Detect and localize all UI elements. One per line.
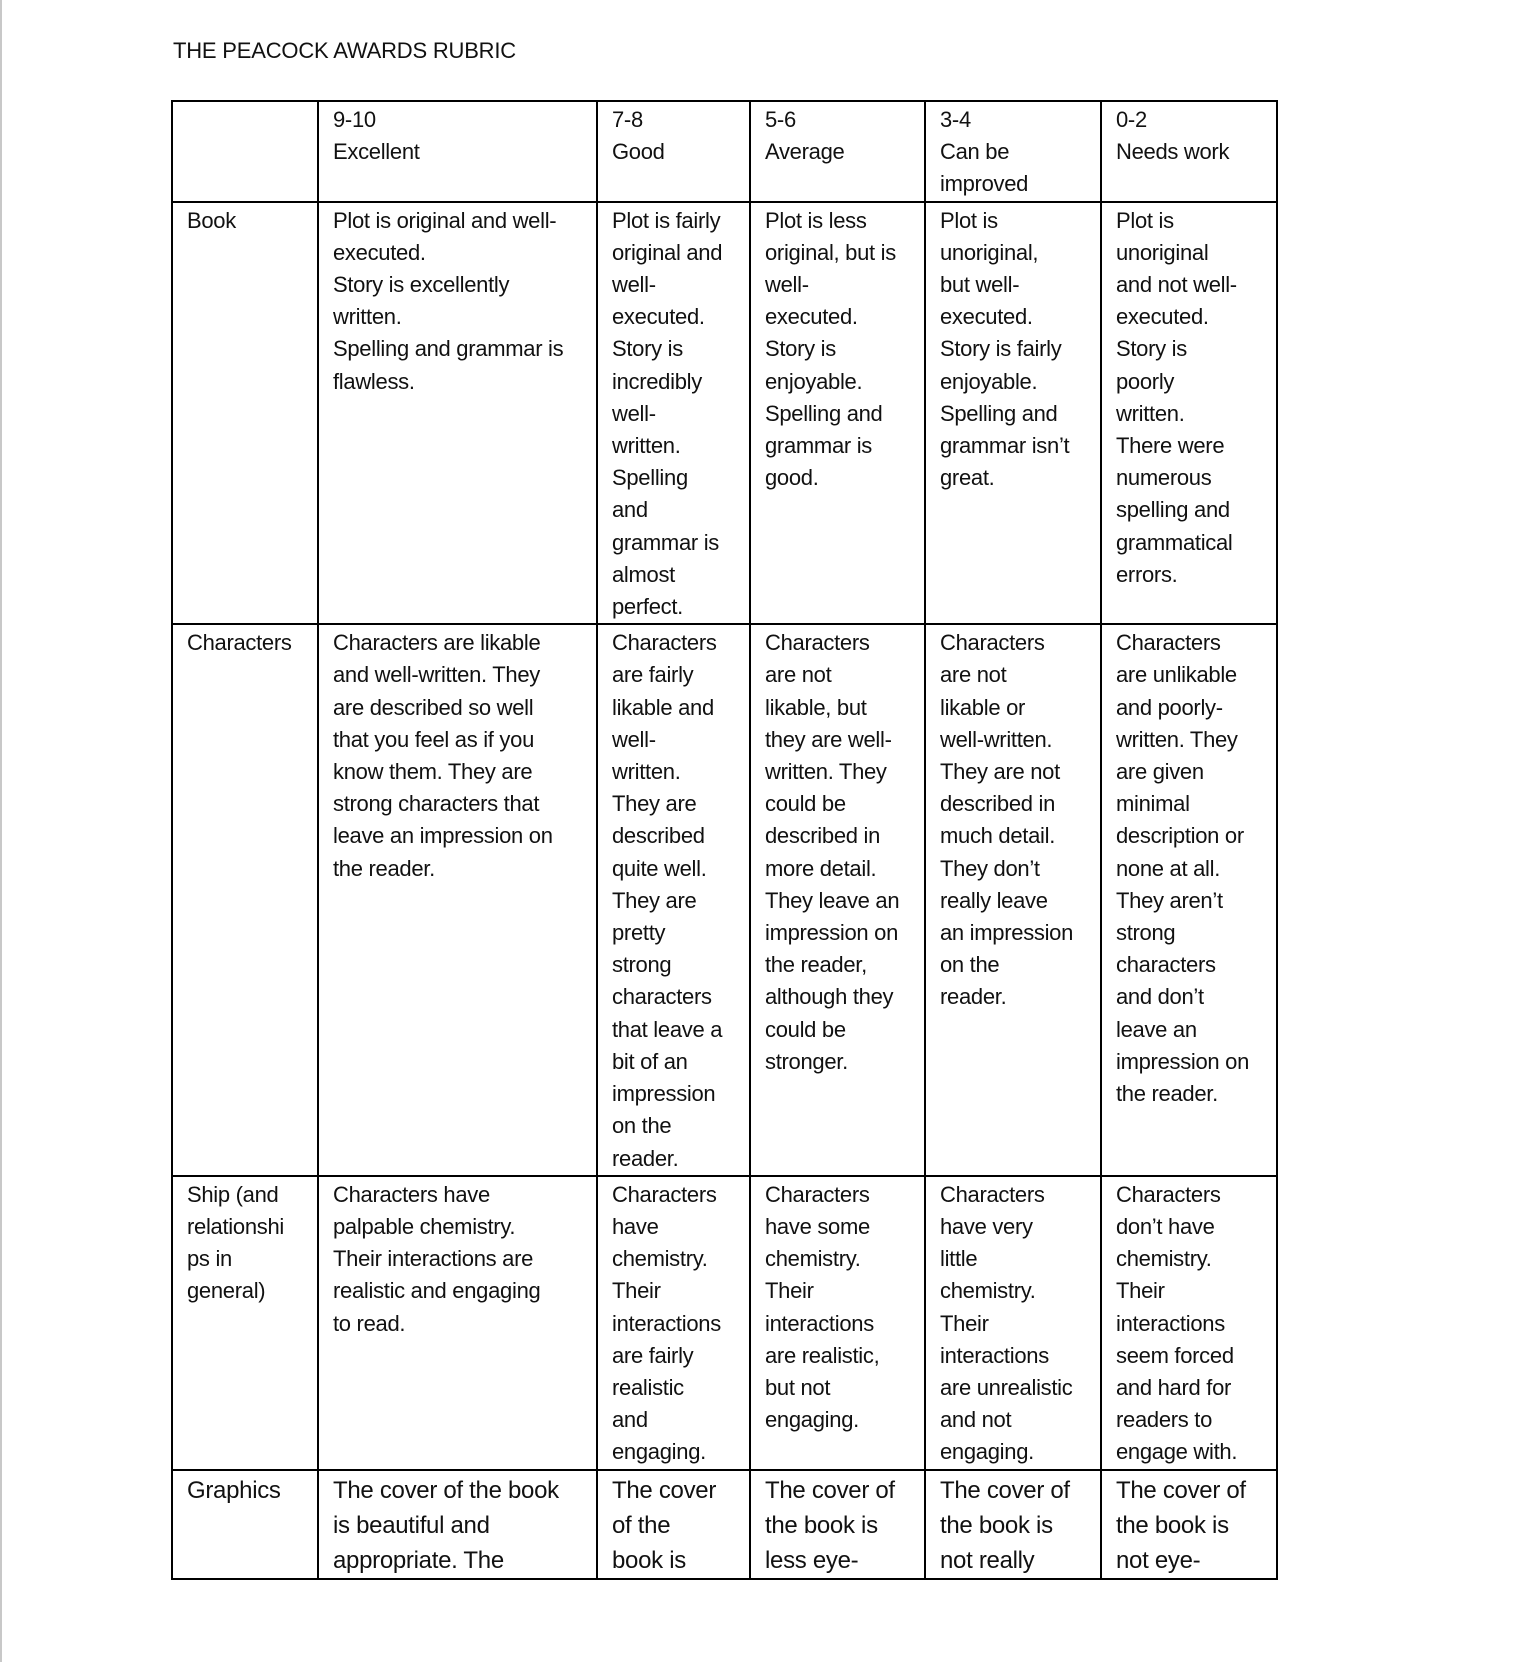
cell-text-line: have <box>612 1213 659 1239</box>
cell-text-line: impression on <box>1116 1048 1250 1074</box>
cell-text-line: well- <box>612 272 656 298</box>
cell-text-line: executed. <box>940 304 1033 330</box>
cell-text-line: Characters <box>612 1181 717 1207</box>
cell-text-line: incredibly <box>612 368 702 394</box>
cell-text-line: reader. <box>940 984 1007 1010</box>
criteria-cell <box>750 1470 925 1579</box>
cell-text-line: They are not <box>940 759 1060 785</box>
cell-text-line: grammatical <box>1116 529 1233 555</box>
cell-text-line: engaging. <box>612 1439 706 1465</box>
cell-text-line: pretty <box>612 920 666 946</box>
cell-text-line: well-written. <box>940 726 1053 752</box>
cell-text-line: chemistry. <box>765 1246 861 1272</box>
cell-text-line: not eye- <box>1116 1546 1201 1574</box>
header-cell-average <box>750 101 925 202</box>
criteria-cell <box>1101 202 1277 625</box>
cell-text-line: strong characters that <box>333 791 540 817</box>
cell-text-line: interactions <box>612 1310 721 1336</box>
cell-text-line: almost <box>612 561 675 587</box>
cell-text-line: Their <box>612 1278 661 1304</box>
cell-text-line: engaging. <box>765 1407 859 1433</box>
cell-text-line: could be <box>765 1016 846 1042</box>
cell-text-line: Can be <box>940 139 1010 165</box>
category-cell-book <box>172 202 318 625</box>
cell-text-line: The cover of <box>940 1476 1070 1504</box>
cell-text-line: book is <box>612 1546 686 1574</box>
cell-text-line: Characters are likable <box>333 630 541 656</box>
header-cell-needs-work <box>1101 101 1277 202</box>
table-row-ship <box>172 1176 1277 1470</box>
cell-text-line: written. <box>612 759 681 785</box>
cell-text-line: They are <box>612 887 697 913</box>
cell-text-line: great. <box>940 465 995 491</box>
cell-text-line: Needs work <box>1116 139 1230 165</box>
criteria-cell <box>318 624 597 1175</box>
table-row-book <box>172 202 1277 625</box>
cell-text-line: poorly <box>1116 368 1175 394</box>
cell-text-line: original and <box>612 239 723 265</box>
cell-text-line: enjoyable. <box>940 368 1038 394</box>
cell-text-line: the book is <box>940 1511 1053 1539</box>
cell-text-line: Characters <box>765 630 870 656</box>
header-cell-excellent <box>318 101 597 202</box>
cell-text-line: readers to <box>1116 1407 1213 1433</box>
cell-text-line: really leave <box>940 887 1048 913</box>
cell-text-line: They are <box>612 791 697 817</box>
cell-text-line: original, but is <box>765 239 896 265</box>
cell-text-line: but not <box>765 1374 831 1400</box>
cell-text-line: 5-6 <box>765 107 796 132</box>
criteria-cell <box>1101 1470 1277 1579</box>
criteria-cell <box>318 1176 597 1470</box>
cell-text-line: Their interactions are <box>333 1246 534 1272</box>
cell-text-line: unoriginal, <box>940 239 1039 265</box>
cell-text-line: written. They <box>765 759 887 785</box>
cell-text-line: and well-written. They <box>333 662 540 688</box>
criteria-cell <box>750 1176 925 1470</box>
cell-text-line: grammar is <box>765 433 873 459</box>
cell-text-line: less eye- <box>765 1546 859 1574</box>
criteria-cell <box>597 202 750 625</box>
cell-text-line: stronger. <box>765 1048 848 1074</box>
cell-text-line: that you feel as if you <box>333 726 535 752</box>
cell-text-line: well- <box>765 272 809 298</box>
cell-text-line: are fairly <box>612 1342 694 1368</box>
cell-text-line: although they <box>765 984 894 1010</box>
header-cell-good <box>597 101 750 202</box>
cell-text-line: Story is excellently <box>333 272 510 298</box>
cell-text-line: are realistic, <box>765 1342 880 1368</box>
cell-text-line: spelling and <box>1116 497 1230 523</box>
cell-text-line: bit of an <box>612 1048 688 1074</box>
cell-text-line: Plot is <box>1116 207 1174 233</box>
cell-text-line: written. <box>612 433 681 459</box>
cell-text-line: Plot is less <box>765 207 867 233</box>
criteria-cell <box>925 1470 1101 1579</box>
cell-text-line: an impression <box>940 920 1074 946</box>
cell-text-line: are not <box>940 662 1007 688</box>
cell-text-line: unoriginal <box>1116 239 1209 265</box>
cell-text-line: Characters <box>940 1181 1045 1207</box>
cell-text-line: and <box>612 497 648 523</box>
cell-text-line: executed. <box>612 304 705 330</box>
cell-text-line: strong <box>1116 920 1176 946</box>
cell-text-line: are unlikable <box>1116 662 1237 688</box>
cell-text-line: described in <box>940 791 1056 817</box>
criteria-cell <box>1101 624 1277 1175</box>
cell-text-line: Story is <box>1116 336 1187 362</box>
cell-text-line: described <box>612 823 705 849</box>
cell-text-line: realistic <box>612 1374 684 1400</box>
cell-text-line: written. They <box>1116 726 1238 752</box>
cell-text-line: chemistry. <box>1116 1246 1212 1272</box>
criteria-cell <box>597 1176 750 1470</box>
cell-text-line: and <box>612 1407 648 1433</box>
cell-text-line: Plot is original and well- <box>333 207 557 233</box>
cell-text-line: interactions <box>940 1342 1049 1368</box>
cell-text-line: but well- <box>940 272 1020 298</box>
page-left-edge <box>0 0 2 1662</box>
cell-text-line: The cover of <box>765 1476 895 1504</box>
cell-text-line: perfect. <box>612 594 683 620</box>
rubric-table <box>171 100 1278 1580</box>
cell-text-line: Spelling and grammar is <box>333 336 564 362</box>
cell-text-line: interactions <box>1116 1310 1225 1336</box>
criteria-cell <box>597 624 750 1175</box>
cell-text-line: Spelling <box>612 465 688 491</box>
cell-text-line: characters <box>1116 952 1216 978</box>
cell-text-line: numerous <box>1116 465 1212 491</box>
cell-text-line: strong <box>612 952 672 978</box>
cell-text-line: The cover of <box>1116 1476 1246 1504</box>
header-row <box>172 101 1277 202</box>
cell-text-line: don’t have <box>1116 1213 1215 1239</box>
cell-text-line: Spelling and <box>940 400 1058 426</box>
criteria-cell <box>1101 1176 1277 1470</box>
cell-text-line: grammar is <box>612 529 720 555</box>
category-cell-graphics <box>172 1470 318 1579</box>
cell-text-line: Plot is fairly <box>612 207 721 233</box>
cell-text-line: Plot is <box>940 207 998 233</box>
cell-text-line: errors. <box>1116 561 1178 587</box>
cell-text-line: leave an impression on <box>333 823 553 849</box>
cell-text-line: impression on <box>765 920 899 946</box>
criteria-cell <box>750 624 925 1175</box>
cell-text-line: Characters have <box>333 1181 490 1207</box>
cell-text-line: grammar isn’t <box>940 433 1070 459</box>
cell-text-line: Graphics <box>187 1476 281 1504</box>
cell-text-line: well- <box>612 400 656 426</box>
cell-text-line: leave an <box>1116 1016 1197 1042</box>
document-title: THE PEACOCK AWARDS RUBRIC <box>173 38 516 63</box>
cell-text-line: likable and <box>612 694 714 720</box>
cell-text-line: relationshi <box>187 1213 284 1239</box>
cell-text-line: Their <box>940 1310 989 1336</box>
cell-text-line: They aren’t <box>1116 887 1223 913</box>
category-cell-ship <box>172 1176 318 1470</box>
cell-text-line: executed. <box>333 239 426 265</box>
cell-text-line: engage with. <box>1116 1439 1238 1465</box>
cell-text-line: know them. They are <box>333 759 533 785</box>
cell-text-line: Book <box>187 207 236 233</box>
cell-text-line: The cover of the book <box>333 1476 559 1504</box>
cell-text-line: and hard for <box>1116 1374 1232 1400</box>
cell-text-line: are described so well <box>333 694 534 720</box>
cell-text-line: written. <box>1116 400 1185 426</box>
cell-text-line: written. <box>333 304 402 330</box>
cell-text-line: 7-8 <box>612 107 643 132</box>
criteria-cell <box>597 1470 750 1579</box>
cell-text-line: are fairly <box>612 662 694 688</box>
cell-text-line: 0-2 <box>1116 107 1147 132</box>
cell-text-line: the reader. <box>1116 1081 1218 1107</box>
cell-text-line: of the <box>612 1511 671 1539</box>
cell-text-line: characters <box>612 984 712 1010</box>
cell-text-line: chemistry. <box>940 1278 1036 1304</box>
criteria-cell <box>318 1470 597 1579</box>
criteria-cell <box>925 1176 1101 1470</box>
cell-text-line: the book is <box>1116 1511 1229 1539</box>
cell-text-line: The cover <box>612 1476 717 1504</box>
table-row-characters <box>172 624 1277 1175</box>
criteria-cell <box>925 624 1101 1175</box>
cell-text-line: the reader, <box>765 952 867 978</box>
cell-text-line: to read. <box>333 1310 406 1336</box>
cell-text-line: They leave an <box>765 887 900 913</box>
cell-text-line: Their <box>765 1278 814 1304</box>
cell-text-line: much detail. <box>940 823 1056 849</box>
cell-text-line: likable or <box>940 694 1026 720</box>
cell-text-line: general) <box>187 1278 266 1304</box>
cell-text-line: They don’t <box>940 855 1040 881</box>
cell-text-line: seem forced <box>1116 1342 1234 1368</box>
cell-text-line: Ship (and <box>187 1181 279 1207</box>
cell-text-line: not really <box>940 1546 1035 1574</box>
cell-text-line: the reader. <box>333 855 435 881</box>
cell-text-line: Characters <box>1116 1181 1221 1207</box>
cell-text-line: that leave a <box>612 1016 723 1042</box>
cell-text-line: Story is fairly <box>940 336 1062 362</box>
cell-text-line: none at all. <box>1116 855 1221 881</box>
cell-text-line: the book is <box>765 1511 878 1539</box>
cell-text-line: Characters <box>1116 630 1221 656</box>
cell-text-line: could be <box>765 791 846 817</box>
header-cell-can-be-improved <box>925 101 1101 202</box>
cell-text-line: likable, but <box>765 694 867 720</box>
cell-text-line: interactions <box>765 1310 874 1336</box>
cell-text-line: little <box>940 1246 978 1272</box>
cell-text-line: good. <box>765 465 819 491</box>
cell-text-line: palpable chemistry. <box>333 1213 516 1239</box>
cell-text-line: have very <box>940 1213 1033 1239</box>
cell-text-line: chemistry. <box>612 1246 708 1272</box>
cell-text-line: Excellent <box>333 139 420 165</box>
cell-text-line: Story is <box>612 336 683 362</box>
cell-text-line: and not well- <box>1116 272 1237 298</box>
cell-text-line: appropriate. The <box>333 1546 504 1574</box>
cell-text-line: minimal <box>1116 791 1190 817</box>
cell-text-line: and not <box>940 1407 1012 1433</box>
cell-text-line: improved <box>940 171 1029 197</box>
cell-text-line: quite well. <box>612 855 707 881</box>
cell-text-line: are unrealistic <box>940 1374 1073 1400</box>
table-row-graphics <box>172 1470 1277 1579</box>
cell-text-line: executed. <box>1116 304 1209 330</box>
cell-text-line: executed. <box>765 304 858 330</box>
cell-text-line: Characters <box>940 630 1045 656</box>
cell-text-line: more detail. <box>765 855 877 881</box>
cell-text-line: impression <box>612 1081 716 1107</box>
criteria-cell <box>750 202 925 625</box>
cell-text-line: on the <box>940 952 1000 978</box>
cell-text-line: Characters <box>612 630 717 656</box>
header-cell-corner <box>172 101 318 202</box>
cell-text-line: described in <box>765 823 881 849</box>
cell-text-line: Story is <box>765 336 836 362</box>
cell-text-line: Good <box>612 139 665 165</box>
cell-text-line: Spelling and <box>765 400 883 426</box>
cell-text-line: reader. <box>612 1145 679 1171</box>
cell-text-line: ps in <box>187 1246 232 1272</box>
cell-text-line: realistic and engaging <box>333 1278 541 1304</box>
cell-text-line: is beautiful and <box>333 1511 490 1539</box>
criteria-cell <box>925 202 1101 625</box>
cell-text-line: have some <box>765 1213 870 1239</box>
cell-text-line: engaging. <box>940 1439 1034 1465</box>
cell-text-line: on the <box>612 1113 672 1139</box>
cell-text-line: description or <box>1116 823 1244 849</box>
cell-text-line: are given <box>1116 759 1204 785</box>
cell-text-line: Their <box>1116 1278 1165 1304</box>
cell-text-line: 9-10 <box>333 107 376 132</box>
cell-text-line: Average <box>765 139 845 165</box>
cell-text-line: There were <box>1116 433 1225 459</box>
cell-text-line: Characters <box>187 630 292 656</box>
cell-text-line: are not <box>765 662 832 688</box>
criteria-cell <box>318 202 597 625</box>
cell-text-line: 3-4 <box>940 107 971 132</box>
category-cell-characters <box>172 624 318 1175</box>
cell-text-line: they are well- <box>765 726 892 752</box>
cell-text-line: and poorly- <box>1116 694 1223 720</box>
cell-text-line: flawless. <box>333 368 415 394</box>
cell-text-line: Characters <box>765 1181 870 1207</box>
cell-text-line: and don’t <box>1116 984 1204 1010</box>
cell-text-line: enjoyable. <box>765 368 863 394</box>
cell-text-line: well- <box>612 726 656 752</box>
